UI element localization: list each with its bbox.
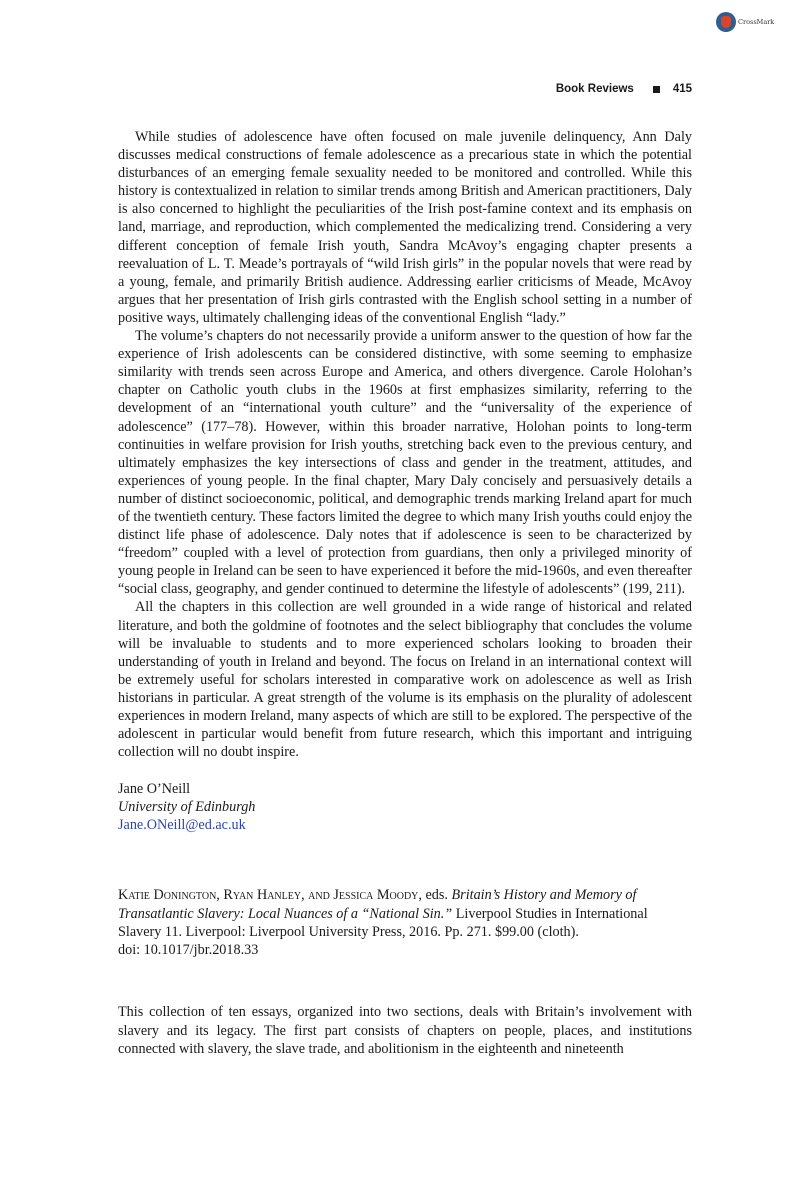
reviewer-signature [118, 780, 692, 834]
crossmark-badge[interactable] [716, 12, 774, 32]
running-head [556, 83, 692, 95]
reviewer-name: Jane O’Neill [118, 781, 191, 798]
citation-eds: , eds. [418, 887, 452, 904]
body-paragraph-1: While studies of adolescence have often focused on male juvenile delinquency, Ann Daly discusses medical constructions of female adolescence as a precarious state in which the potential disturbances of an emerging female sexuality needed to be monitored and controlled. While this history is contextualized in relation to similar trends among British and American practitioners, Daly is also concerned to highlight the peculiarities of the Irish post-famine context and its emphasis on land, marriage, and reproduction, which complemented the medicalizing trend. Considering a very different conception of female Irish youth, Sandra McAvoy’s engaging chapter presents a reevaluation of L. T. Meade’s portrayals of “wild Irish girls” in the popular novels that were read by a young, female, and primarily British audience. Addressing earlier criticisms of Meade, McAvoy argues that her presentation of Irish girls contrasted with the English school setting in a number of positive ways, ultimately challenging ideas of the conventional English “lady.” [118, 129, 692, 326]
next-review-paragraph: This collection of ten essays, organized into two sections, deals with Britain’s involvement with slavery and its legacy. The first part consists of chapters on people, places, and institutions connected with slavery, the slave trade, and abolitionism in the eighteenth and nineteenth [118, 1004, 692, 1057]
section-title: Book Reviews [555, 83, 634, 95]
citation-title: Britain’s History and Memory of Transatlantic Slavery: Local Nuances of a “National Sin.” [118, 887, 637, 922]
body-paragraph-2: The volume’s chapters do not necessarily provide a uniform answer to the question of how far the experience of Irish adolescents can be considered distinctive, with some seeming to emphasize similarity with trends seen across Europe and America, and others divergence. Carole Holohan’s chapter on Catholic youth clubs in the 1960s at first emphasizes similarity, referring to the development of an “international youth culture” and the “universality of the experience of adolescence” (177–78). However, within this broader narrative, Holohan points to long-term continuities in welfare provision for Irish youths, stretching back even to the previous century, and ultimately emphasizes the key intersections of class and gender in the treatment, attitudes, and experiences of young people. In the final chapter, Mary Daly concisely and persuasively details a number of distinct socioeconomic, political, and demographic trends marking Ireland apart for much of the twentieth century. These factors limited the degree to which many Irish youths could enjoy the distinct life phase of adolescence. Daly notes that if adolescence is seen to be characterized by “freedom” coupled with a level of protection from guardians, then only a privileged minority of young people in Ireland can be seen to have experienced it before the mid-1960s, and even thereafter “social class, geography, and gender continued to determine the lifestyle of adolescents” (199, 211). [118, 328, 692, 598]
next-review [118, 1003, 692, 1057]
citation-authors: Katie Donington, Ryan Hanley, and Jessica Moody [118, 887, 419, 904]
crossmark-label: CrossMark [738, 18, 775, 26]
article-body [118, 128, 692, 1058]
citation-doi: doi: 10.1017/jbr.2018.33 [118, 942, 259, 959]
citation-details: Liverpool Studies in International Slavery 11. Liverpool: Liverpool University Press, 2016. Pp. 271. $99.00 (cloth). [118, 905, 648, 940]
square-separator-icon [653, 86, 660, 93]
body-paragraph-3: All the chapters in this collection are well grounded in a wide range of historical and related literature, and both the goldmine of footnotes and the select bibliography that concludes the volume will be invaluable to students and to more experienced scholars looking to broaden their understanding of youth in Ireland and beyond. The focus on Ireland in an international context will be extremely useful for scholars interested in comparative work on adolescence as well as Irish historians in particular. A great strength of the volume is its emphasis on the plurality of adolescent experiences in modern Ireland, many aspects of which are still to be explored. The perspective of the adolescent in particular would benefit from future research, which this important and intriguing collection will no doubt inspire. [118, 599, 692, 761]
reviewer-email-link[interactable]: Jane.ONeill@ed.ac.uk [118, 817, 246, 834]
page-number: 415 [672, 83, 692, 95]
book-citation [118, 886, 692, 959]
reviewer-affiliation: University of Edinburgh [118, 799, 256, 816]
crossmark-icon [716, 12, 736, 32]
